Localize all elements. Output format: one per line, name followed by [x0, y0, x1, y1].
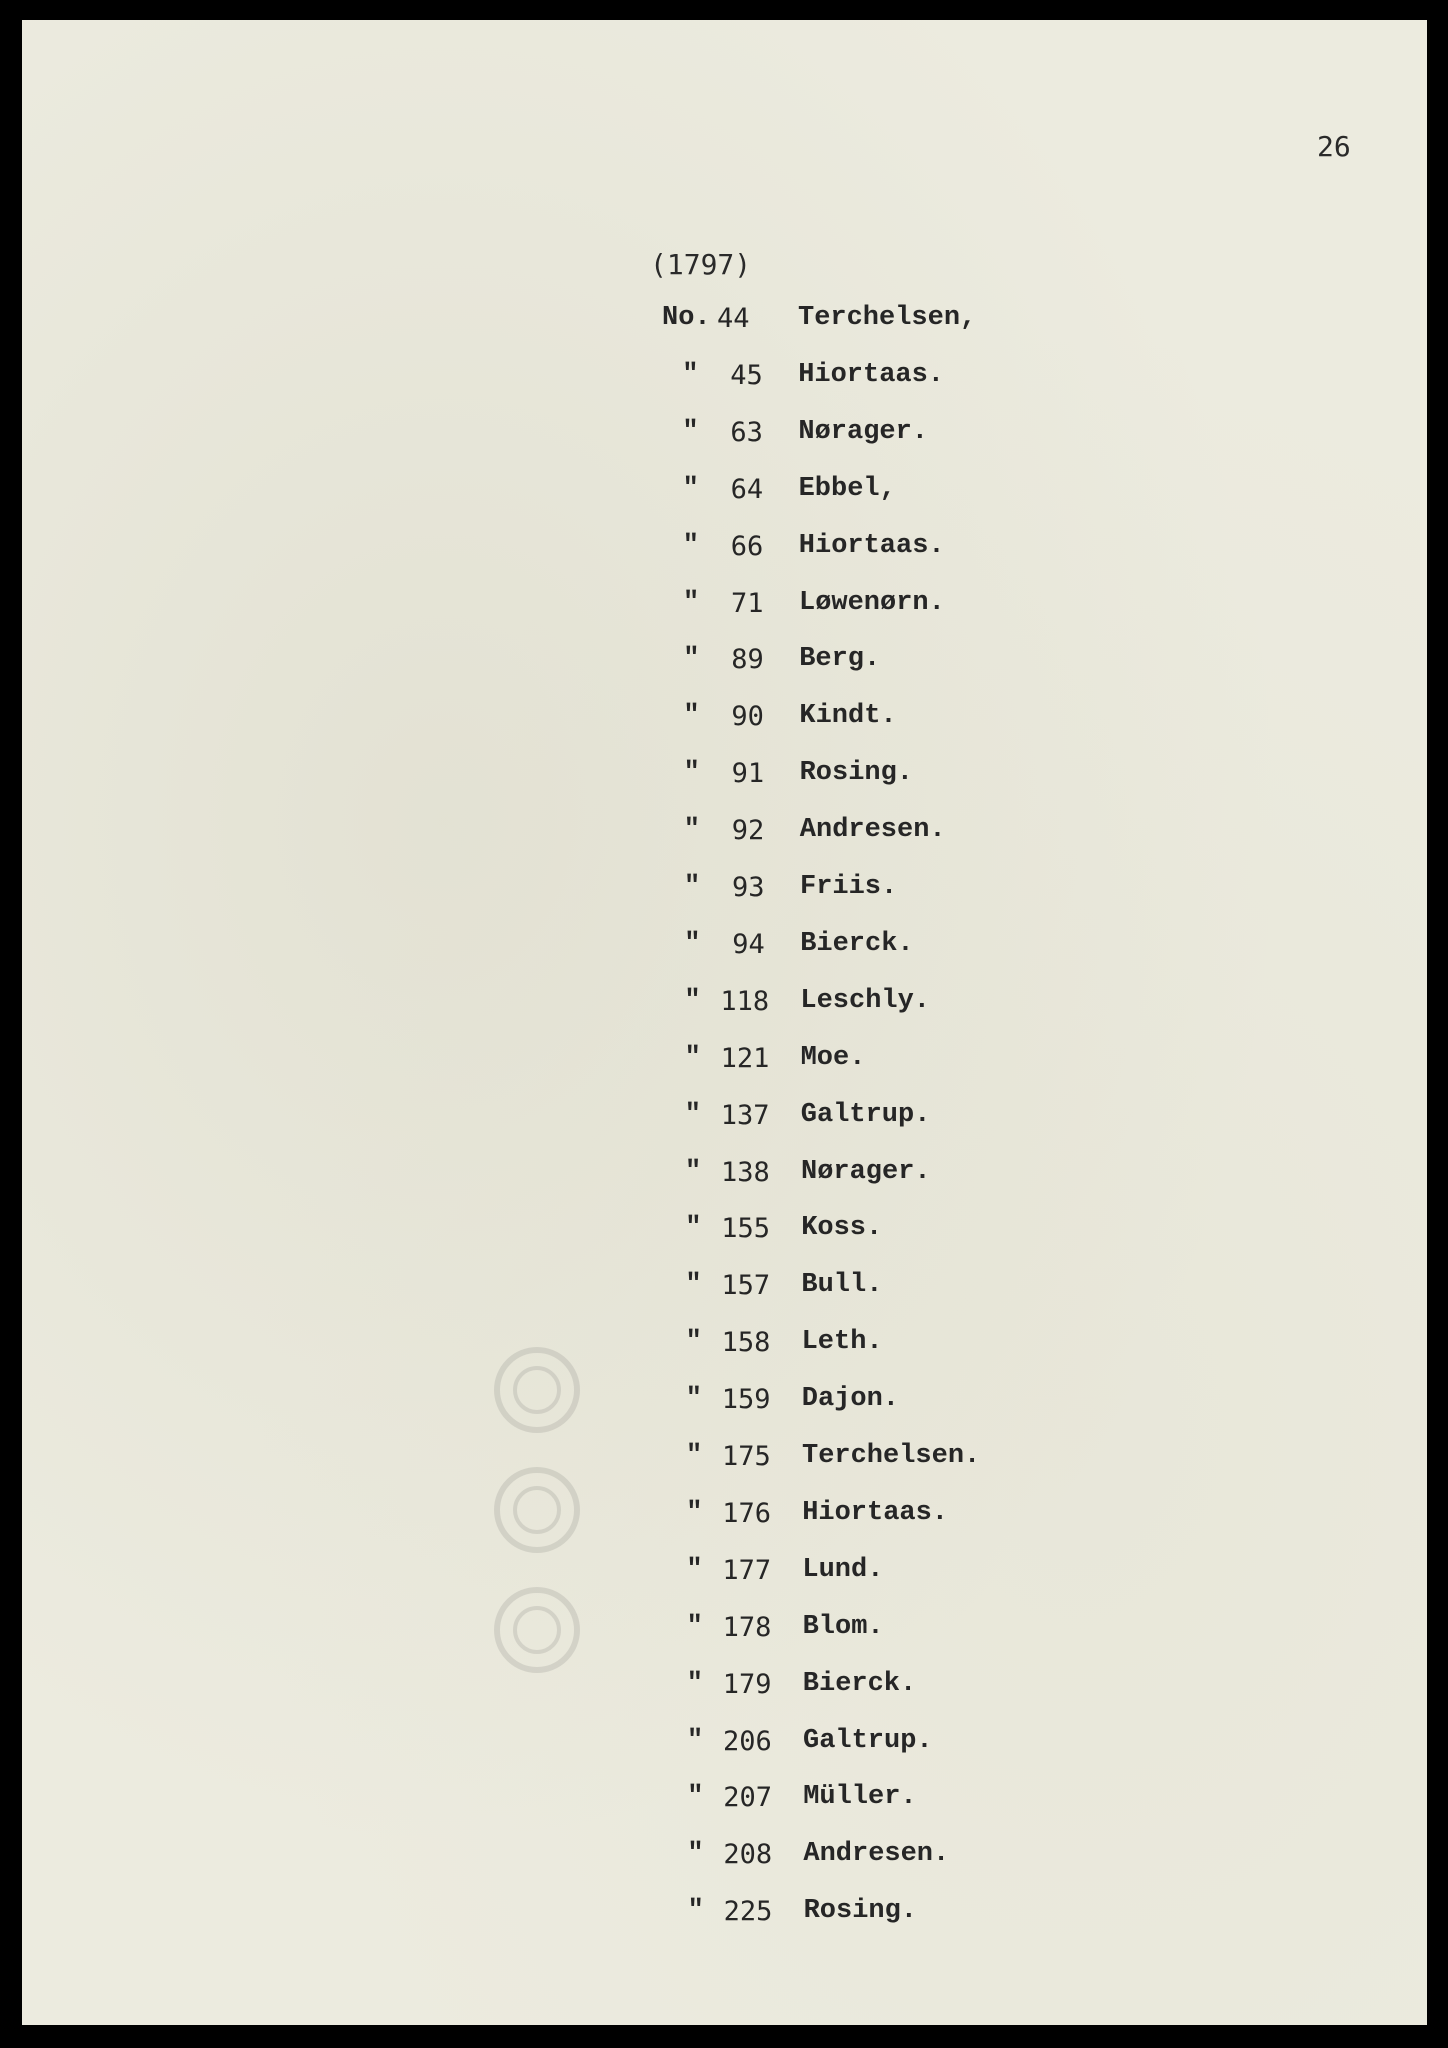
entry-prefix: " [684, 928, 701, 959]
entry-number: 93 [732, 872, 765, 903]
entry-number: 89 [731, 644, 764, 676]
entry-number: 175 [722, 1441, 771, 1472]
entry-number: 94 [732, 928, 765, 960]
entry-name: Terchelsen, [798, 303, 977, 333]
entry-name: Terchelsen. [802, 1441, 981, 1471]
entry-name: Nørager. [801, 1156, 931, 1187]
entry-prefix: " [685, 1270, 702, 1301]
entry-name: Moe. [800, 1042, 866, 1073]
entry-number: 177 [722, 1554, 772, 1586]
entry-number: 63 [730, 416, 763, 448]
entry-prefix: " [683, 701, 700, 732]
entry-name: Andresen. [799, 815, 946, 846]
entry-number: 158 [721, 1327, 771, 1359]
entry-prefix: " [687, 1782, 704, 1813]
entry-prefix: " [686, 1554, 703, 1585]
entry-prefix: " [685, 1384, 702, 1415]
entry-number: 178 [722, 1611, 772, 1643]
entry-name: Friis. [800, 872, 898, 902]
entry-number: 208 [723, 1839, 773, 1871]
entry-prefix: " [685, 1327, 702, 1358]
entry-prefix: " [686, 1441, 703, 1471]
entry-name: Nørager. [798, 416, 929, 447]
entry-name: Rosing. [799, 758, 914, 789]
entry-number: 157 [721, 1270, 771, 1302]
entry-prefix: " [687, 1839, 704, 1870]
entry-name: Hiortaas. [798, 359, 945, 390]
entry-prefix: " [682, 530, 699, 561]
entry-name: Hiortaas. [802, 1497, 949, 1528]
entry-name: Berg. [799, 644, 881, 675]
document-page [22, 20, 1427, 2025]
entry-prefix: " [687, 1725, 704, 1756]
entry-number: 121 [720, 1042, 770, 1074]
entry-number: 90 [731, 701, 764, 733]
page-number: 26 [1317, 130, 1351, 163]
entry-number: 64 [730, 473, 764, 505]
entry-number: 118 [720, 985, 770, 1017]
entry-number: 206 [723, 1725, 772, 1757]
entry-prefix: " [684, 985, 701, 1016]
entry-name: Galtrup. [803, 1725, 933, 1756]
entry-name: Lund. [802, 1554, 884, 1585]
entry-number: 91 [731, 758, 765, 790]
entry-prefix: " [684, 1099, 701, 1130]
entry-name: Løwenørn. [799, 587, 945, 618]
entry-prefix: " [687, 1896, 704, 1927]
entry-name: Leschly. [800, 985, 931, 1016]
entry-name: Dajon. [801, 1384, 900, 1415]
entry-prefix: " [686, 1611, 703, 1642]
entry-name: Koss. [801, 1213, 883, 1244]
entry-name: Kindt. [799, 701, 897, 732]
entry-number: 159 [721, 1384, 771, 1416]
entry-number: 179 [722, 1668, 772, 1700]
entry-name: Andresen. [803, 1839, 950, 1870]
entry-prefix: " [683, 587, 700, 618]
entry-prefix: " [685, 1213, 702, 1244]
entry-number: 71 [731, 587, 764, 619]
entry-number: 207 [723, 1782, 772, 1814]
entry-number: 176 [722, 1497, 771, 1529]
entry-number: 155 [721, 1213, 770, 1245]
entry-name: Blom. [802, 1611, 884, 1642]
entry-prefix: " [682, 416, 699, 447]
entry-name: Bierck. [802, 1668, 917, 1699]
entry-prefix: No. [662, 303, 711, 333]
year-heading: (1797) [650, 248, 752, 281]
entry-number: 66 [730, 530, 764, 562]
entry-number: 138 [721, 1156, 770, 1188]
entry-prefix: " [686, 1497, 703, 1528]
entry-number: 225 [723, 1896, 773, 1928]
entry-number: 44 [717, 303, 750, 334]
entry-prefix: " [683, 815, 700, 846]
entry-prefix: " [683, 644, 700, 675]
entry-prefix: " [686, 1668, 703, 1699]
entry-name: Bull. [801, 1270, 883, 1301]
entry-name: Galtrup. [800, 1099, 931, 1130]
entry-name: Bierck. [800, 928, 914, 959]
entry-prefix: " [684, 872, 701, 902]
entry-number: 45 [730, 359, 763, 391]
entry-number: 137 [720, 1099, 770, 1131]
entry-prefix: " [682, 473, 699, 504]
faded-stamp-mark [482, 1280, 592, 1710]
entry-prefix: " [682, 359, 699, 390]
entry-name: Ebbel, [798, 473, 896, 504]
entry-number: 92 [731, 815, 765, 847]
entry-prefix: " [685, 1156, 702, 1187]
entry-name: Rosing. [803, 1896, 918, 1927]
entry-name: Müller. [803, 1782, 917, 1813]
entry-name: Leth. [801, 1327, 883, 1358]
entry-name: Hiortaas. [798, 530, 945, 561]
entry-prefix: " [684, 1042, 701, 1073]
entry-prefix: " [683, 758, 700, 789]
